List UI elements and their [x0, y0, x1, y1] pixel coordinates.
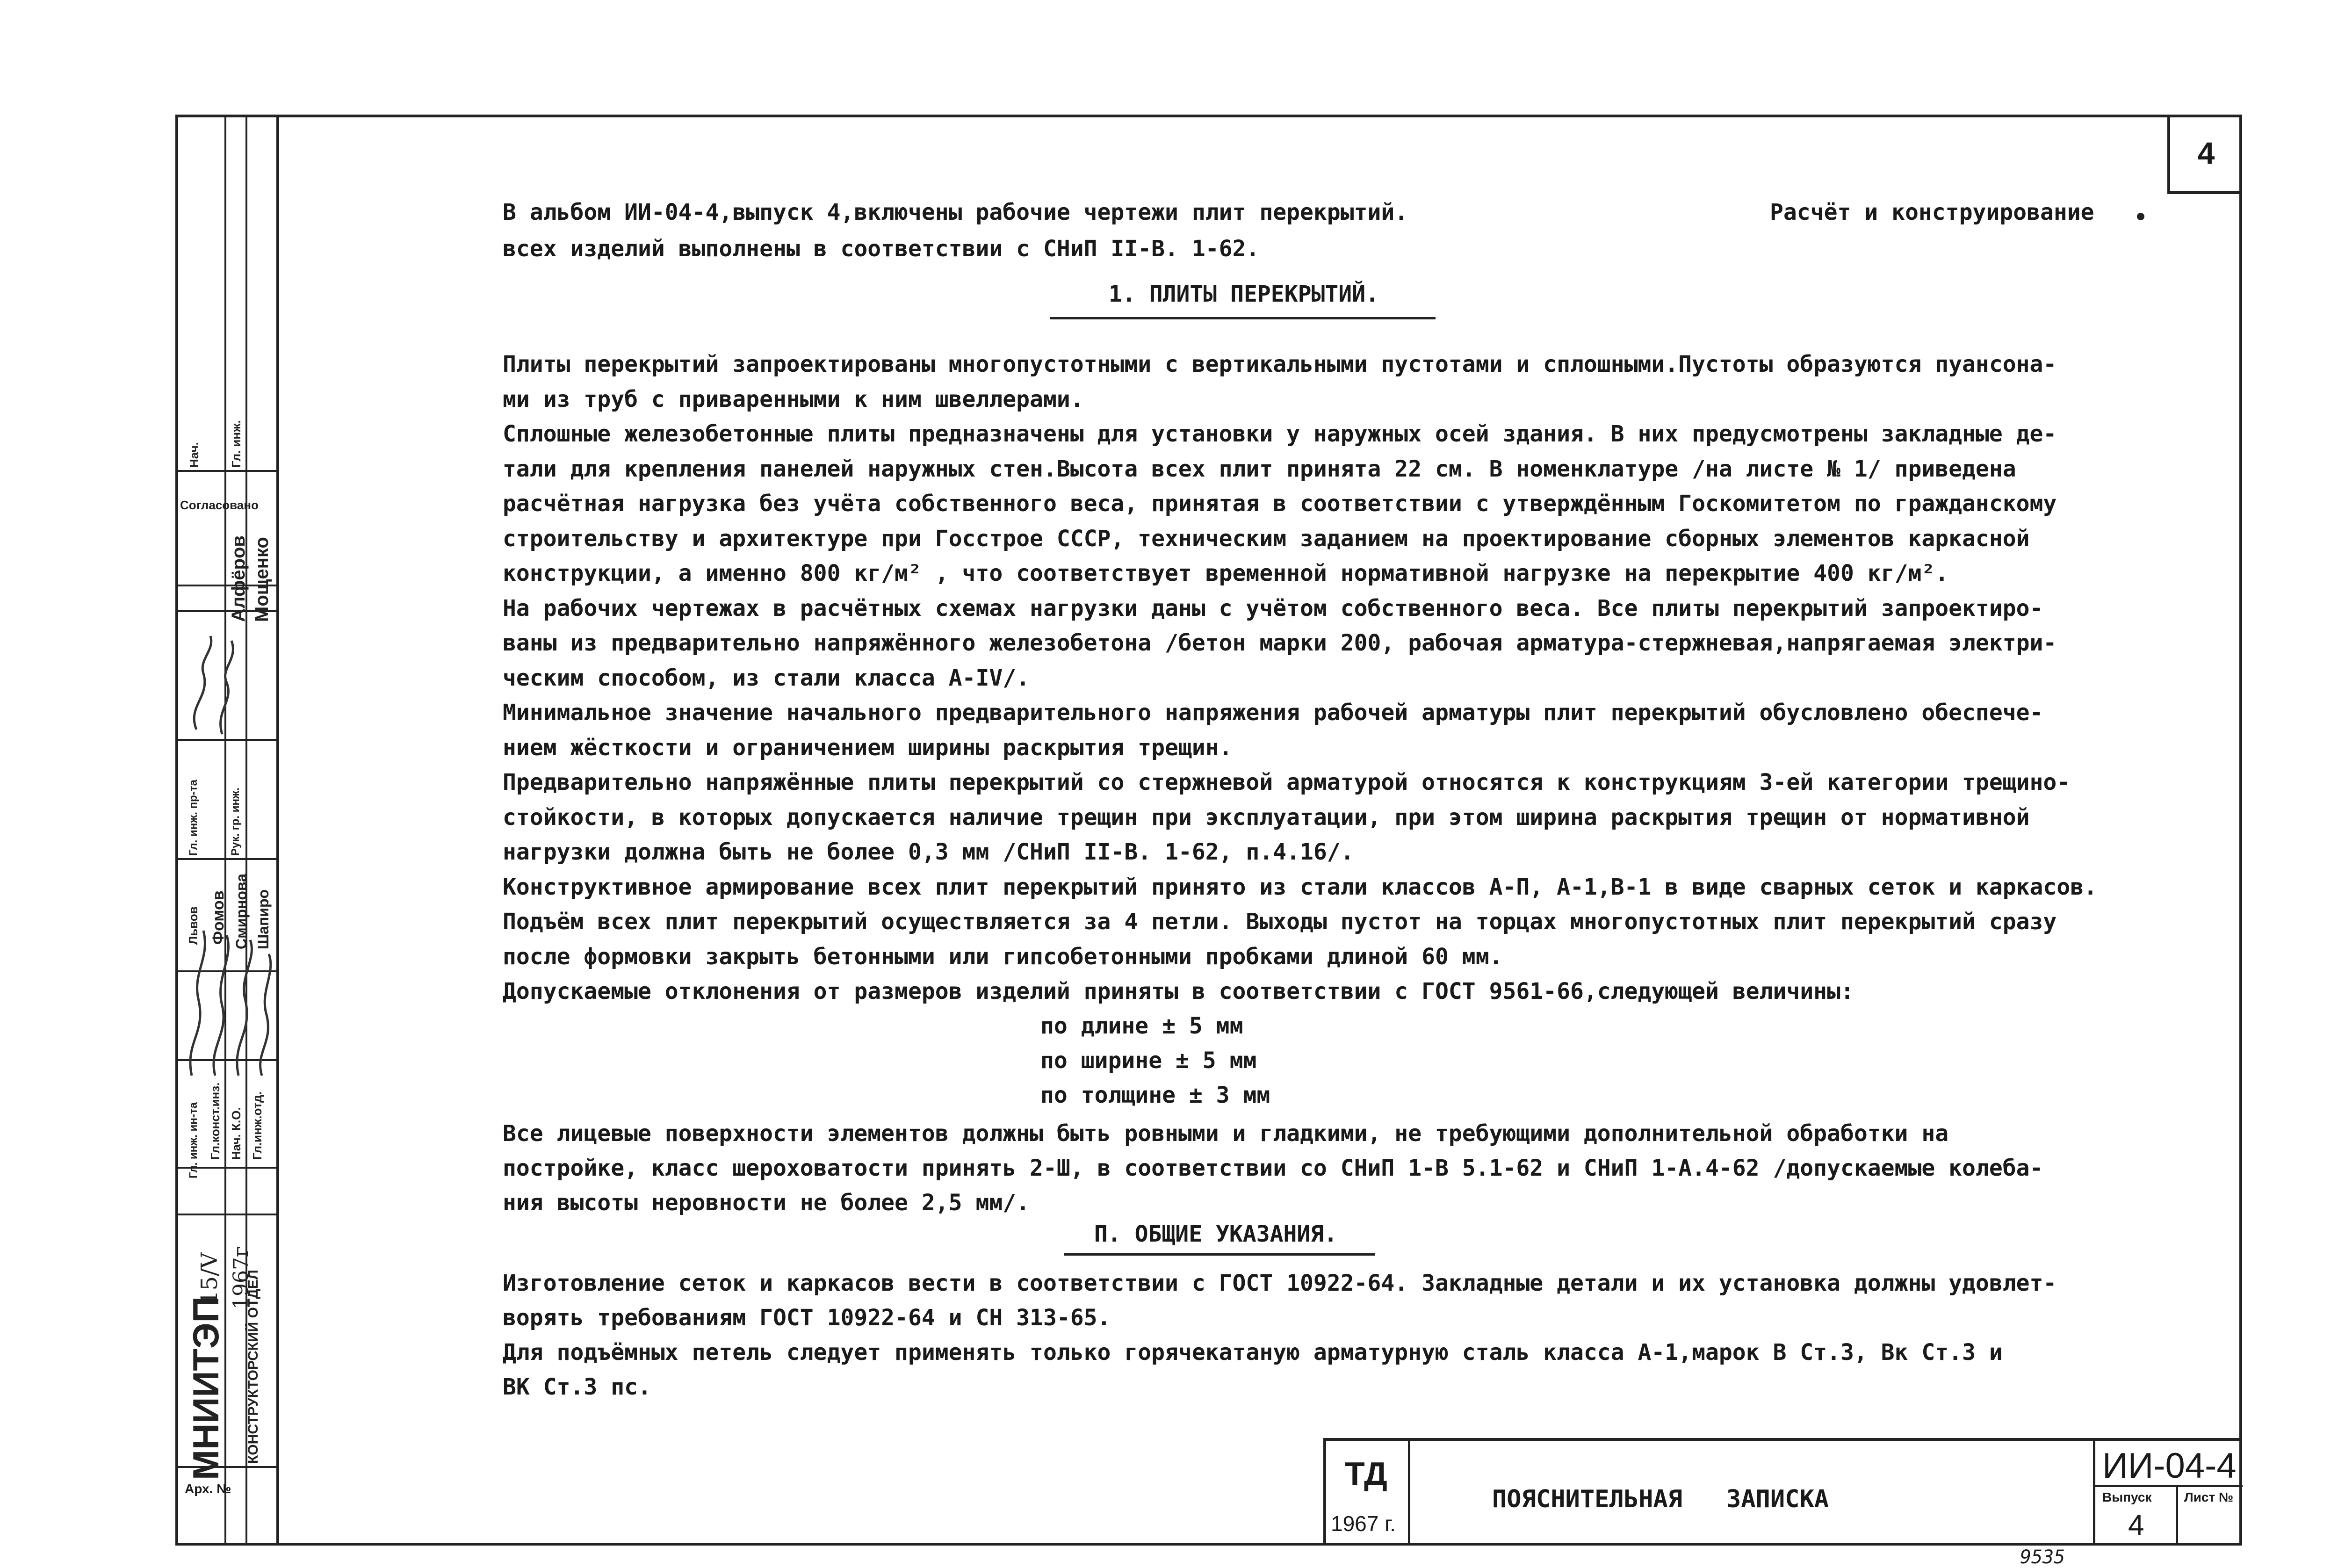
body-line: после формовки закрыть бетонными или гипсобетонными пробками длиной 60 мм. — [503, 943, 1503, 970]
handwritten-signatures — [178, 631, 278, 1099]
body-line: ми из труб с приваренными к ним швеллерами. — [503, 386, 1084, 412]
body-line: Для подъёмных петель следует применять только горячекатаную арматурную сталь класса А-1,марок В Ст.3, Вк Ст.3 и — [503, 1339, 2003, 1366]
body-line: стойкости, в которых допускается наличие трещин при эксплуатации, при этом ширина раскрытия трещин от нормативной — [503, 804, 2030, 831]
header-intro-line2: всех изделий выполнены в соответствии с СНиП II-В. 1-62. — [503, 236, 1260, 262]
sheet-label: Лист № — [2184, 1490, 2234, 1504]
body-line: Допускаемые отклонения от размеров изделий приняты в соответствии с ГОСТ 9561-66,следующей величины: — [503, 978, 1854, 1004]
body-line: Плиты перекрытий запроектированы многопустотными с вертикальными пустотами и сплошными.Пустоты образуются пуансона- — [503, 351, 2057, 377]
body-line: ваны из предварительно напряжённого железобетона /бетон марки 200, рабочая арматура-стержневая,напрягаемая электри- — [503, 630, 2057, 656]
body-line: нием жёсткости и ограничением ширины раскрытия трещин. — [503, 734, 1233, 761]
name-shapiro: Шапиро — [255, 889, 272, 949]
body-line: расчётная нагрузка без учёта собственного веса, принятая в соответствии с утверждённым Госкомитетом по гражданскому — [503, 491, 2057, 517]
name-alferov: Алфёров — [228, 535, 249, 622]
name-lvov: Львов — [186, 906, 200, 945]
footer-number: 9535 — [2020, 1546, 2065, 1568]
document-title: ПОЯСНИТЕЛЬНАЯ ЗАПИСКА — [1492, 1485, 1829, 1513]
sheet-number: 4 — [2167, 115, 2242, 194]
td-label: ТД — [1345, 1455, 1387, 1492]
role-chief-engineer: Гл. инж. — [229, 420, 243, 468]
header-intro-line1: В альбом ИИ-04-4,выпуск 4,включены рабочие чертежи плит перекрытий. — [503, 199, 1408, 225]
year-label: 1967 г. — [1331, 1511, 1396, 1536]
section2-title: П. ОБЩИЕ УКАЗАНИЯ. — [1094, 1221, 1338, 1247]
body-line: тали для крепления панелей наружных стен.Высота всех плит принята 22 см. В номенклатуре /на листе № 1/ приведена — [503, 455, 2016, 482]
role-dept-engineer: Гл.инж.отд. — [250, 1091, 264, 1160]
agreed-label: Согласовано — [180, 498, 259, 512]
album-code: ИИ-04-4 — [2102, 1446, 2237, 1486]
body-line: ния высоты неровности не более 2,5 мм/. — [503, 1190, 1030, 1216]
date-year: 1967г — [229, 1246, 253, 1309]
body-line: Предварительно напряжённые плиты перекрытий со стержневой арматурой относятся к конструкциям 3-ей категории трещино- — [503, 769, 2071, 795]
section1-underline — [1050, 317, 1436, 319]
section2-underline — [1064, 1253, 1375, 1256]
section1-title: 1. ПЛИТЫ ПЕРЕКРЫТИЙ. — [1109, 281, 1379, 307]
body-line: Подъём всех плит перекрытий осуществляется за 4 петли. Выходы пустот на торцах многопустотных плит перекрытий сразу — [503, 909, 2057, 935]
body-line: строительству и архитектуре при Госстрое СССР, техническим заданием на проектирование сборных элементов каркасной — [503, 525, 2030, 552]
role-chief: Нач. — [187, 442, 201, 468]
tolerance-line: по толщине ± 3 мм — [1040, 1082, 1270, 1108]
role-head-design-dept: Нач. К.О. — [229, 1107, 243, 1160]
role-institute-engineer: Гл. инж. ин-та — [187, 1102, 200, 1178]
body-line: Все лицевые поверхности элементов должны быть ровными и гладкими, не требующими дополнительной обработки на — [503, 1120, 1949, 1147]
date-day: 15/V — [196, 1252, 223, 1305]
name-smirnova: Смирнова — [233, 874, 250, 949]
body-line: нагрузки должна быть не более 0,3 мм /СНиП II-В. 1-62, п.4.16/. — [503, 839, 1354, 865]
issue-number: 4 — [2128, 1509, 2144, 1541]
name-moshchenko: Мощенко — [252, 537, 272, 622]
body-line: На рабочих чертежах в расчётных схемах нагрузки даны с учётом собственного веса. Все плиты перекрытий запроектиро- — [503, 595, 2043, 621]
tolerance-line: по ширине ± 5 мм — [1040, 1048, 1257, 1074]
body-line: Сплошные железобетонные плиты предназначены для установки у наружных осей здания. В них предусмотрены закладные де- — [503, 421, 2057, 447]
issue-label: Выпуск — [2102, 1490, 2152, 1504]
header-right-text: Расчёт и конструирование — [1770, 199, 2094, 225]
body-line: ческим способом, из стали класса А-IV/. — [503, 665, 1030, 691]
body-line: Изготовление сеток и каркасов вести в соответствии с ГОСТ 10922-64. Закладные детали и их установка должны удовлет- — [503, 1270, 2057, 1296]
body-line: Минимальное значение начального предварительного напряжения рабочей арматуры плит перекрытий обусловлено обеспече- — [503, 700, 2043, 726]
bullet-dot — [2137, 213, 2144, 220]
role-chief-designer: Гл.конст.инз. — [208, 1082, 222, 1160]
body-line: ВК Ст.3 пс. — [503, 1374, 651, 1400]
body-line: ворять требованиям ГОСТ 10922-64 и СН 313-65. — [503, 1305, 1111, 1331]
department-name: КОНСТРУКТОРСКИЙ ОТДЕЛ — [245, 1270, 261, 1464]
role-project-engineer: Гл. инж. пр-та — [187, 780, 200, 856]
body-line: Конструктивное армирование всех плит перекрытий принято из стали классов А-П, А-1,В-1 в виде сварных сеток и каркасов. — [503, 874, 2098, 900]
tolerance-line: по длине ± 5 мм — [1040, 1013, 1243, 1039]
body-line: конструкции, а именно 800 кг/м² , что соответствует временной нормативной нагрузке на перекрытие 400 кг/м². — [503, 560, 1949, 586]
body-line: постройке, класс шероховатости принять 2-Ш, в соответствии со СНиП 1-В 5.1-62 и СНиП 1-А.4-62 /допускаемые колеба- — [503, 1155, 2043, 1181]
org-name: МНИИТЭП — [185, 1296, 226, 1480]
role-group-head: Рук. гр. инж. — [229, 788, 242, 856]
name-fomov: Фомов — [209, 890, 227, 945]
archive-number-label: Арх. № — [185, 1481, 231, 1496]
title-block — [1323, 1438, 2242, 1546]
